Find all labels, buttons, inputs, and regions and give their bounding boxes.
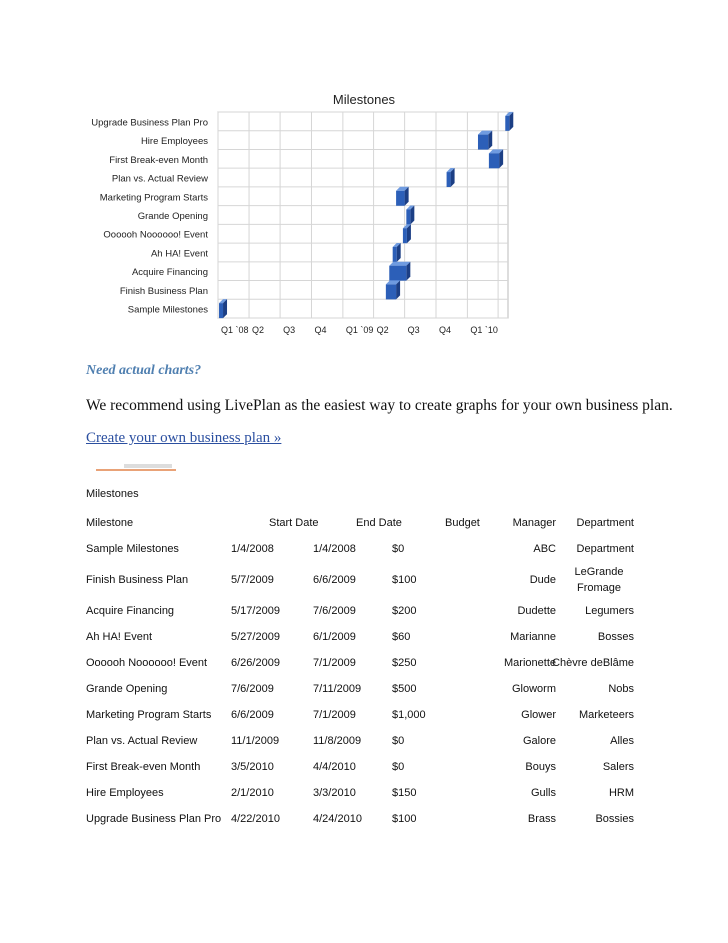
x-tick-label: Q4 <box>314 325 327 335</box>
table-section-title: Milestones <box>86 488 139 500</box>
category-label: Sample Milestones <box>127 304 208 316</box>
table-row <box>86 754 634 780</box>
cell-end: 3/3/2010 <box>313 787 356 799</box>
table-row <box>86 536 634 562</box>
cell-manager: Glower <box>521 709 556 721</box>
milestones-chart <box>0 0 728 345</box>
table-header-row <box>86 510 634 536</box>
cell-milestone: Marketing Program Starts <box>86 709 212 721</box>
cell-budget: $60 <box>392 631 411 643</box>
bar <box>489 153 499 168</box>
header-manager: Manager <box>512 517 556 529</box>
cell-department: HRM <box>608 787 634 799</box>
header-milestone: Milestone <box>86 517 134 529</box>
x-tick-label: Q3 <box>407 325 420 335</box>
category-label: Acquire Financing <box>131 267 208 279</box>
cell-end: 7/1/2009 <box>313 657 356 669</box>
table-row <box>86 562 634 598</box>
category-label: Hire Employees <box>140 136 208 148</box>
cell-milestone: Upgrade Business Plan Pro <box>86 813 222 825</box>
cell-start: 5/7/2009 <box>231 574 274 586</box>
cell-start: 6/26/2009 <box>231 657 280 669</box>
cell-end: 6/1/2009 <box>313 631 356 643</box>
cell-manager: Gulls <box>530 787 556 799</box>
chart-svg <box>0 0 728 345</box>
cell-manager: Gloworm <box>511 683 556 695</box>
bar <box>478 135 488 150</box>
cell-end: 4/4/2010 <box>313 761 356 773</box>
cell-milestone: First Break-even Month <box>86 761 201 773</box>
cell-budget: $500 <box>392 683 417 695</box>
table-row <box>86 728 634 754</box>
category-label: Ah HA! Event <box>150 248 208 260</box>
cell-manager: ABC <box>533 543 556 555</box>
cell-manager: Dudette <box>517 605 556 617</box>
category-label: Upgrade Business Plan Pro <box>91 117 208 129</box>
milestones-table <box>86 510 634 832</box>
cell-budget: $100 <box>392 574 417 586</box>
category-label: Grande Opening <box>137 211 208 222</box>
cell-start: 5/17/2009 <box>231 605 280 617</box>
bar <box>505 116 509 131</box>
table-row <box>86 806 634 832</box>
cell-milestone: Grande Opening <box>86 683 168 695</box>
cell-end: 7/11/2009 <box>313 683 362 695</box>
cell-start: 3/5/2010 <box>231 761 274 773</box>
cell-start: 7/6/2009 <box>231 683 274 695</box>
category-label: First Break-even Month <box>109 154 208 166</box>
cell-manager: Bouys <box>525 761 556 773</box>
cell-department: Bosses <box>597 631 634 643</box>
promo-text: We recommend using LivePlan as the easiest way to create graphs for your own business plan. <box>86 397 673 414</box>
cell-department: Salers <box>602 761 634 773</box>
x-tick-label: Q1 `09 <box>345 325 374 335</box>
table-row <box>86 676 634 702</box>
cell-milestone: Plan vs. Actual Review <box>86 735 198 747</box>
cell-budget: $0 <box>392 761 405 773</box>
cell-budget: $1,000 <box>392 709 426 721</box>
cell-end: 6/6/2009 <box>313 574 356 586</box>
bar <box>447 172 451 187</box>
cell-end: 7/6/2009 <box>313 605 356 617</box>
cell-start: 2/1/2010 <box>231 787 274 799</box>
table-row <box>86 780 634 806</box>
table-row <box>86 624 634 650</box>
cell-start: 5/27/2009 <box>231 631 280 643</box>
table-row <box>86 702 634 728</box>
table-row <box>86 598 634 624</box>
cell-manager: Dude <box>529 574 556 586</box>
cell-department: Bossies <box>595 813 634 825</box>
header-start-date: Start Date <box>269 517 319 529</box>
chart-title: Milestones <box>332 92 396 107</box>
x-tick-label: Q3 <box>283 325 296 335</box>
category-label: Marketing Program Starts <box>99 192 208 204</box>
cell-manager: Marionette <box>504 657 556 669</box>
cell-milestone: Hire Employees <box>86 787 164 799</box>
cell-start: 6/6/2009 <box>231 709 274 721</box>
x-tick-label: Q2 <box>252 325 265 335</box>
cell-budget: $200 <box>392 605 417 617</box>
bar <box>389 266 406 281</box>
cell-department: Chèvre deBlâme <box>552 657 634 669</box>
category-label: Plan vs. Actual Review <box>111 173 208 185</box>
cell-manager: Galore <box>522 735 556 747</box>
promo-heading: Need actual charts? <box>86 363 202 378</box>
cell-start: 4/22/2010 <box>231 813 280 825</box>
x-tick-label: Q1 `08 <box>221 325 249 335</box>
cell-milestone: Finish Business Plan <box>86 574 189 586</box>
cell-manager: Brass <box>527 813 556 825</box>
decorative-thumbnail <box>96 464 176 472</box>
category-label: Finish Business Plan <box>119 285 208 297</box>
cell-budget: $100 <box>392 813 417 825</box>
x-tick-label: Q4 <box>439 325 452 335</box>
cell-start: 11/1/2009 <box>231 735 280 747</box>
cell-milestone: Sample Milestones <box>86 543 179 555</box>
bar <box>386 284 396 299</box>
cell-department: Legumers <box>585 605 634 617</box>
header-department: Department <box>576 517 634 529</box>
bar <box>403 228 407 243</box>
cell-manager: Marianne <box>510 631 556 643</box>
plot-area <box>218 112 508 318</box>
cell-end: 1/4/2008 <box>313 543 356 555</box>
cell-start: 1/4/2008 <box>231 543 274 555</box>
cell-budget: $0 <box>392 543 405 555</box>
cell-end: 4/24/2010 <box>313 813 362 825</box>
cell-end: 7/1/2009 <box>313 709 356 721</box>
bar <box>219 303 223 318</box>
table-row <box>86 650 634 676</box>
bar <box>396 191 405 206</box>
bar <box>406 210 410 225</box>
header-end-date: End Date <box>356 517 402 529</box>
x-tick-label: Q1 `10 <box>470 325 498 335</box>
bar <box>393 247 397 262</box>
cell-budget: $250 <box>392 657 417 669</box>
cell-department: Nobs <box>608 683 634 695</box>
create-plan-link[interactable]: Create your own business plan » <box>86 430 282 446</box>
cell-budget: $150 <box>392 787 417 799</box>
cell-milestone: Ah HA! Event <box>86 631 153 643</box>
cell-milestone: Acquire Financing <box>86 605 175 617</box>
cell-milestone: Oooooh Noooooo! Event <box>86 657 208 669</box>
cell-budget: $0 <box>392 735 405 747</box>
cell-end: 11/8/2009 <box>313 735 362 747</box>
cell-department: Alles <box>610 735 634 747</box>
x-tick-label: Q2 <box>376 325 389 335</box>
cell-department: Department <box>576 543 634 555</box>
category-label: Oooooh Noooooo! Event <box>103 229 208 241</box>
header-budget: Budget <box>445 517 480 529</box>
cell-department: LeGrande Fromage <box>574 566 624 594</box>
cell-department: Marketeers <box>578 709 634 721</box>
